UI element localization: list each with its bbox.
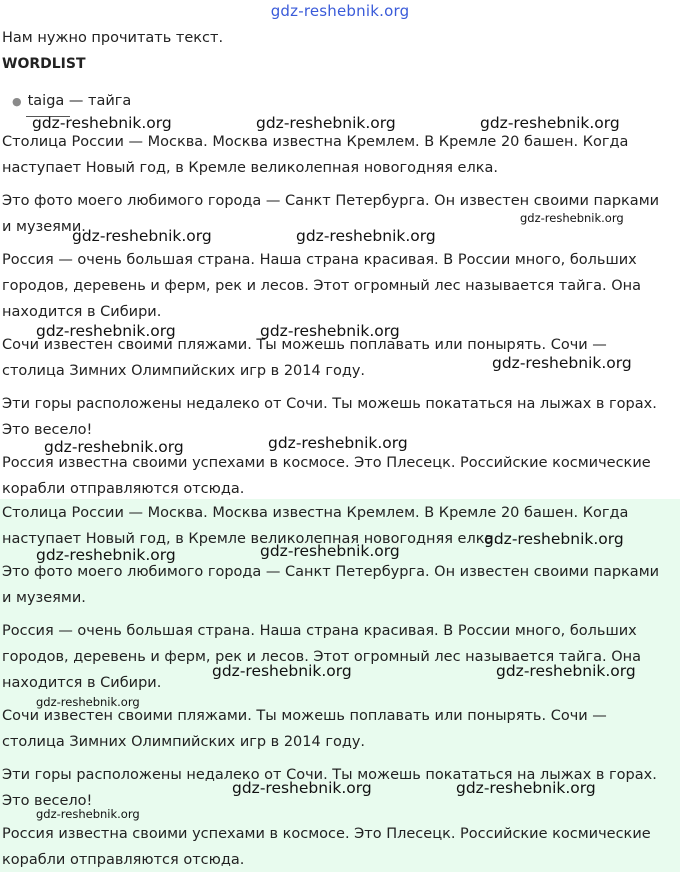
bullet-icon: ● <box>12 95 22 108</box>
paragraph-russia-highlighted: Россия — очень большая страна. Наша страна красивая. В России много, больших городов, деревень и ферм, рек и лесов. Этот огромный лес называется тайга. Она находится в Сибири. <box>2 623 642 691</box>
watermark: gdz-reshebnik.org <box>36 546 176 564</box>
paragraph-moscow: Столица России — Москва. Москва известна Кремлем. В Кремле 20 башен. Когда наступает Новый год, в Кремле великолепная новогодняя елка. <box>2 134 629 176</box>
watermark: gdz-reshebnik.org <box>260 322 400 340</box>
watermark: gdz-reshebnik.org <box>32 114 172 132</box>
watermark: gdz-reshebnik.org <box>520 211 624 225</box>
watermark: gdz-reshebnik.org <box>296 227 436 245</box>
watermark: gdz-reshebnik.org <box>36 695 140 709</box>
watermark: gdz-reshebnik.org <box>232 779 372 797</box>
paragraph-mountains: Эти горы расположены недалеко от Сочи. Ты можешь покататься на лыжах в горах. Это весело! <box>2 396 657 438</box>
watermark: gdz-reshebnik.org <box>484 530 624 548</box>
watermark: gdz-reshebnik.org <box>456 779 596 797</box>
paragraph-space: Россия известна своими успехами в космосе. Это Плесецк. Российские космические корабли отправляются отсюда. <box>2 455 651 497</box>
paragraph-moscow-highlighted: Столица России — Москва. Москва известна Кремлем. В Кремле 20 башен. Когда наступает Новый год, в Кремле великолепная новогодняя елка. <box>2 505 629 547</box>
paragraph-sochi: Сочи известен своими пляжами. Ты можешь поплавать или понырять. Сочи — столица Зимних Олимпийских игр в 2014 году. <box>2 337 607 379</box>
watermark: gdz-reshebnik.org <box>212 662 352 680</box>
paragraph-space-highlighted: Россия известна своими успехами в космосе. Это Плесецк. Российские космические корабли отправляются отсюда. <box>2 826 651 868</box>
watermark: gdz-reshebnik.org <box>72 227 212 245</box>
site-header-link[interactable]: gdz-reshebnik.org <box>270 2 410 20</box>
watermark: gdz-reshebnik.org <box>44 438 184 456</box>
paragraph-petersburg-highlighted: Это фото моего любимого города — Санкт Петербурга. Он известен своими парками и музеями. <box>2 564 660 606</box>
wordlist-heading: WORDLIST <box>2 56 86 72</box>
watermark: gdz-reshebnik.org <box>480 114 620 132</box>
watermark: gdz-reshebnik.org <box>36 322 176 340</box>
watermark: gdz-reshebnik.org <box>36 807 140 821</box>
watermark: gdz-reshebnik.org <box>492 354 632 372</box>
watermark: gdz-reshebnik.org <box>260 542 400 560</box>
watermark: gdz-reshebnik.org <box>256 114 396 132</box>
intro-text: Нам нужно прочитать текст. <box>2 30 224 46</box>
paragraph-sochi-highlighted: Сочи известен своими пляжами. Ты можешь поплавать или понырять. Сочи — столица Зимних Олимпийских игр в 2014 году. <box>2 708 607 750</box>
paragraph-petersburg: Это фото моего любимого города — Санкт Петербурга. Он известен своими парками и музеями. <box>2 193 660 235</box>
paragraph-russia: Россия — очень большая страна. Наша страна красивая. В России много, больших городов, деревень и ферм, рек и лесов. Этот огромный лес называется тайга. Она находится в Сибири. <box>2 252 642 320</box>
watermark: gdz-reshebnik.org <box>496 662 636 680</box>
wordlist-item-label: taiga — тайга <box>27 93 132 109</box>
paragraph-mountains-highlighted: Эти горы расположены недалеко от Сочи. Ты можешь покататься на лыжах в горах. Это весело! <box>2 767 657 809</box>
watermark: gdz-reshebnik.org <box>268 434 408 452</box>
